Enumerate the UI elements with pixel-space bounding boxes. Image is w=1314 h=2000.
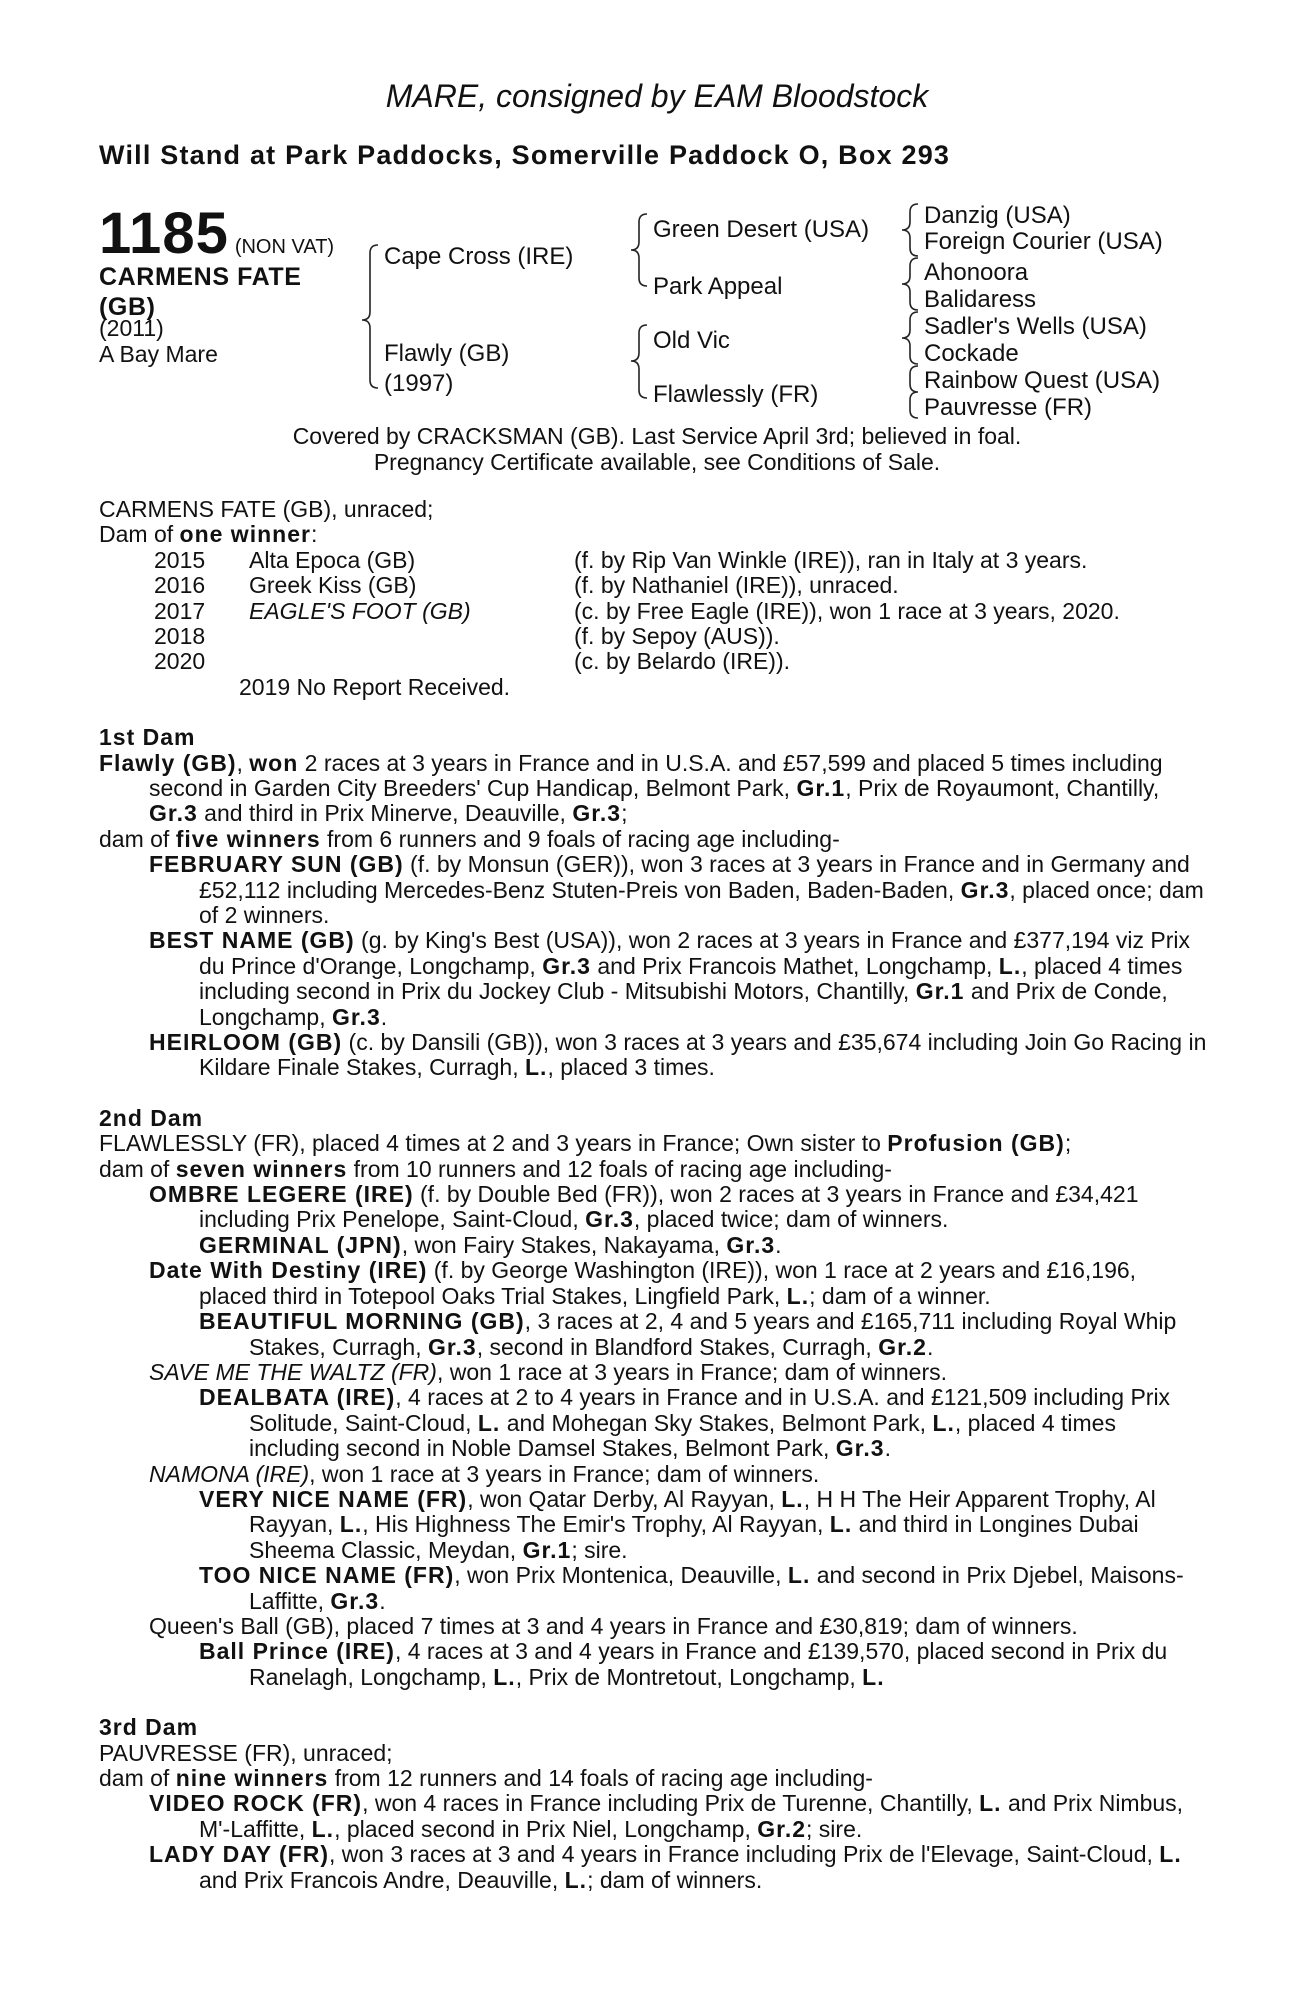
pedigree-gen3: Danzig (USA) [924, 202, 1071, 229]
second-dam-record: FLAWLESSLY (FR), placed 4 times at 2 and 3 years in France; Own sister to Profusion (GB); [99, 1130, 1072, 1157]
second-dam-dam-of: dam of seven winners from 10 runners and 12 foals of racing age including- [99, 1155, 892, 1182]
grand-produce-entry: TOO NICE NAME (FR), won Prix Montenica, Deauville, L. and second in Prix Djebel, Maisons-Laffitte, Gr.3. [199, 1562, 1184, 1614]
lot-number: 1185 [99, 201, 229, 266]
pedigree-gen3: Rainbow Quest (USA) [924, 367, 1161, 394]
produce-row: 2016 Greek Kiss (GB) (f. by Nathaniel (IRE)), unraced. [154, 572, 899, 599]
covering-line: Covered by CRACKSMAN (GB). Last Service April 3rd; believed in foal. [292, 423, 1022, 449]
produce-entry: Queen's Ball (GB), placed 7 times at 3 and 4 years in France and £30,819; dam of winners. [149, 1612, 1078, 1639]
pedigree-dam-sire: Old Vic [653, 327, 730, 354]
third-dam-record: PAUVRESSE (FR), unraced; [99, 1739, 393, 1766]
produce-row: 2020 (c. by Belardo (IRE)). [154, 648, 790, 675]
horse-name-line2: (GB) [99, 293, 156, 321]
pedigree-gen3: Cockade [924, 340, 1019, 367]
produce-row: 2017 EAGLE'S FOOT (GB) (c. by Free Eagle (IRE)), won 1 race at 3 years, 2020. [154, 597, 1120, 624]
horse-year: (2011) [99, 315, 164, 341]
first-dam-heading: 1st Dam [99, 724, 196, 751]
pedigree-gen3: Foreign Courier (USA) [924, 228, 1163, 255]
third-dam-heading: 3rd Dam [99, 1714, 199, 1741]
second-dam-heading: 2nd Dam [99, 1104, 204, 1131]
horse-name-line1: CARMENS FATE [99, 263, 302, 291]
pedigree-gen3: Balidaress [924, 286, 1037, 313]
produce-row: 2018 (f. by Sepoy (AUS)). [154, 622, 780, 649]
pedigree-sire-dam: Park Appeal [653, 273, 783, 300]
produce-entry: Date With Destiny (IRE) (f. by George Washington (IRE)), won 1 race at 2 years and £16,196, placed third in Totepool Oaks Trial Stakes, Lingfield Park, L.; dam of a winner. [149, 1257, 1137, 1309]
pedigree-sire: Cape Cross (IRE) [384, 243, 574, 270]
pedigree-brackets [0, 0, 1314, 430]
produce-entry: FEBRUARY SUN (GB) (f. by Monsun (GER)), won 3 races at 3 years in France and in Germany and £52,112 including Mercedes-Benz Stuten-Preis von Baden, Baden-Baden, Gr.3, placed once; dam of 2 winners. [149, 851, 1204, 929]
grand-produce-entry: BEAUTIFUL MORNING (GB), 3 races at 2, 4 and 5 years and £165,711 including Royal Whip Stakes, Curragh, Gr.3, second in Blandford Stakes, Curragh, Gr.2. [199, 1308, 1177, 1360]
produce-entry: HEIRLOOM (GB) (c. by Dansili (GB)), won 3 races at 3 years and £35,674 including Join Go Racing in Kildare Finale Stakes, Curragh, L., placed 3 times. [149, 1029, 1207, 1081]
produce-list [99, 548, 1209, 700]
produce-entry: OMBRE LEGERE (IRE) (f. by Double Bed (FR)), won 2 races at 3 years in France and £34,421 including Prix Penelope, Saint-Cloud, Gr.3, placed twice; dam of winners. [149, 1181, 1139, 1233]
pedigree-gen3: Ahonoora [924, 259, 1029, 286]
produce-entry: NAMONA (IRE), won 1 race at 3 years in France; dam of winners. [149, 1460, 820, 1487]
pedigree-sire-sire: Green Desert (USA) [653, 216, 870, 243]
catalogue-body [99, 497, 1209, 1893]
produce-row: 2015 Alta Epoca (GB) (f. by Rip Van Winkle (IRE)), ran in Italy at 3 years. [154, 546, 1088, 573]
pregnancy-certificate-line: Pregnancy Certificate available, see Conditions of Sale. [373, 449, 941, 475]
pedigree-gen3: Sadler's Wells (USA) [924, 313, 1147, 340]
grand-produce-entry: Ball Prince (IRE), 4 races at 3 and 4 years in France and £139,570, placed second in Prix du Ranelagh, Longchamp, L., Prix de Montretout, Longchamp, L. [199, 1638, 1168, 1690]
mare-dam-of: Dam of one winner: [99, 521, 318, 548]
third-dam-dam-of: dam of nine winners from 12 runners and 14 foals of racing age including- [99, 1765, 873, 1792]
grand-produce-entry: DEALBATA (IRE), 4 races at 2 to 4 years in France and in U.S.A. and £121,509 including Prix Solitude, Saint-Cloud, L. and Mohegan Sky Stakes, Belmont Park, L., placed 4 times including second in Noble Damsel Stakes, Belmont Park, Gr.3. [199, 1384, 1171, 1462]
vat-status: (NON VAT) [234, 236, 335, 258]
covering-note [0, 423, 1314, 475]
pedigree-dam: Flawly (GB) [384, 340, 510, 367]
stand-location: Will Stand at Park Paddocks, Somerville Paddock O, Box 293 [99, 140, 951, 170]
mare-summary: CARMENS FATE (GB), unraced; [99, 496, 434, 522]
produce-entry: BEST NAME (GB) (g. by King's Best (USA)), won 2 races at 3 years in France and £377,194 viz Prix du Prince d'Orange, Longchamp, Gr.3 and Prix Francois Mathet, Longchamp, L., placed 4 times including second in Prix du Jockey Club - Mitsubishi Motors, Chantilly, Gr.1 and Prix de Conde, Longchamp, Gr.3. [149, 927, 1190, 1030]
pedigree-gen3: Pauvresse (FR) [924, 394, 1093, 421]
produce-entry: LADY DAY (FR), won 3 races at 3 and 4 years in France including Prix de l'Elevage, Saint-Cloud, L. and Prix Francois Andre, Deauville, L.; dam of winners. [149, 1841, 1182, 1893]
first-dam-dam-of: dam of five winners from 6 runners and 9 foals of racing age including- [99, 825, 840, 852]
grand-produce-entry: GERMINAL (JPN), won Fairy Stakes, Nakayama, Gr.3. [199, 1231, 782, 1258]
no-report-note: 2019 No Report Received. [239, 673, 511, 700]
pedigree-dam-dam: Flawlessly (FR) [653, 381, 819, 408]
first-dam-record: Flawly (GB), won 2 races at 3 years in France and in U.S.A. and £57,599 and placed 5 times including second in Garden City Breeders' Cup Handicap, Belmont Park, Gr.1, Prix de Royaumont, Chantilly, Gr.3 and third in Prix Minerve, Deauville, Gr.3; [99, 749, 1163, 827]
horse-description: A Bay Mare [99, 341, 218, 367]
grand-produce-entry: VERY NICE NAME (FR), won Qatar Derby, Al Rayyan, L., H H The Heir Apparent Trophy, Al Rayyan, L., His Highness The Emir's Trophy, Al Rayyan, L. and third in Longines Dubai Sheema Classic, Meydan, Gr.1; sire. [199, 1485, 1156, 1563]
produce-entry: SAVE ME THE WALTZ (FR), won 1 race at 3 years in France; dam of winners. [149, 1358, 948, 1385]
pedigree-dam-year: (1997) [384, 370, 454, 397]
consignment-title: MARE, consigned by EAM Bloodstock [385, 78, 929, 114]
produce-entry: VIDEO ROCK (FR), won 4 races in France including Prix de Turenne, Chantilly, L. and Prix Nimbus, M'-Laffitte, L., placed second in Prix Niel, Longchamp, Gr.2; sire. [149, 1790, 1184, 1842]
